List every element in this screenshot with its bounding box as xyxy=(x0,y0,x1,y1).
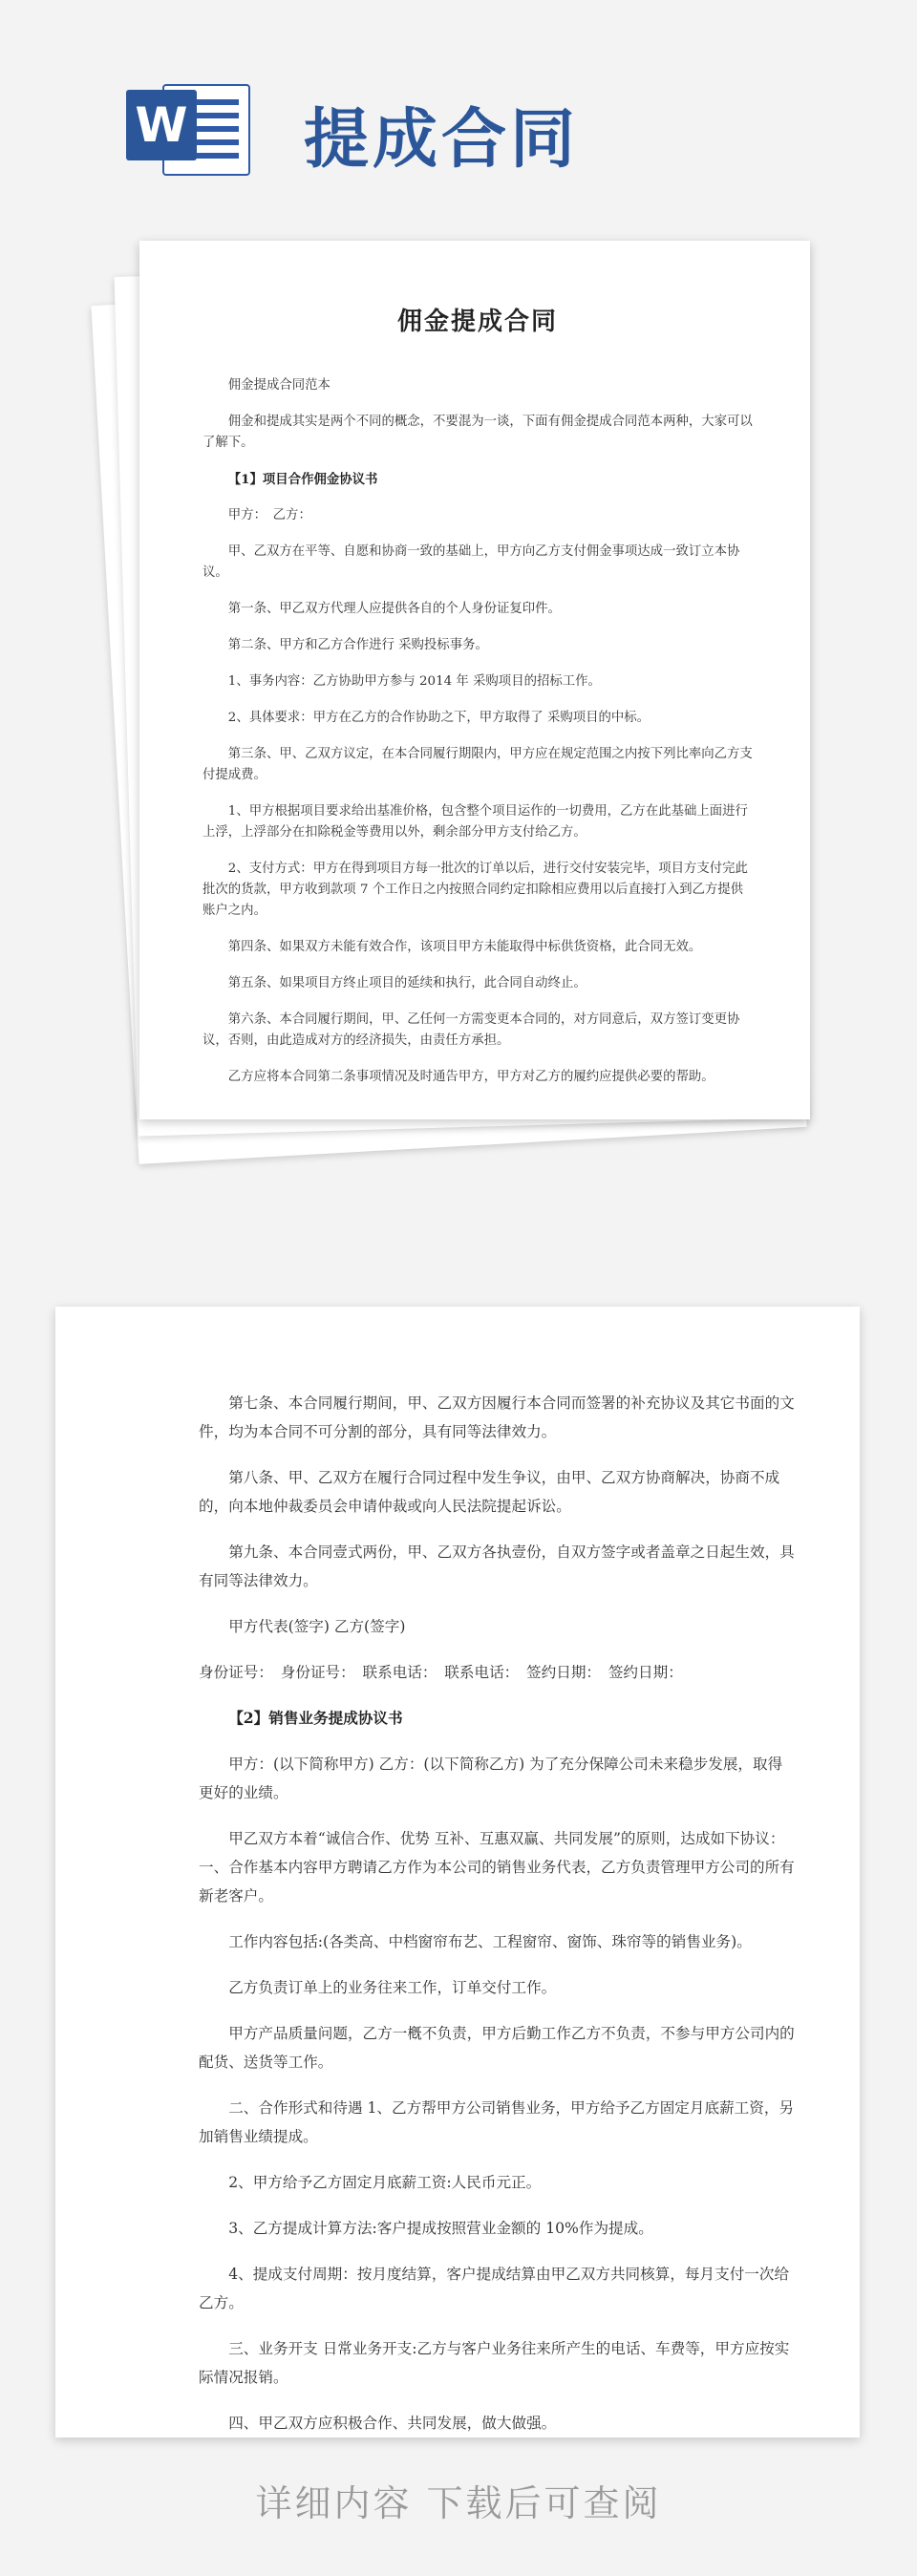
paragraph: 第一条、甲乙双方代理人应提供各自的个人身份证复印件。 xyxy=(227,602,561,616)
download-hint[interactable]: 详细内容 下载后可查阅 xyxy=(255,2482,662,2524)
section-heading: 【1】项目合作佣金协议书 xyxy=(227,472,378,487)
paragraph: 4、提成支付周期：按月度结算，客户提成结算由甲乙双方共同核算，每月支付一次给乙方。 xyxy=(199,2266,790,2311)
page-heading: 提成合同 xyxy=(304,102,580,178)
paragraph: 第五条、如果项目方终止项目的延续和执行，此合同自动终止。 xyxy=(227,976,586,990)
paragraph: 甲方：(以下简称甲方) 乙方：(以下简称乙方) 为了充分保障公司未来稳步发展，取得更好的业绩。 xyxy=(199,1756,783,1801)
paragraph: 2、支付方式：甲方在得到项目方每一批次的订单以后，进行交付安装完毕，项目方支付完此批次的货款，甲方收到款项 7 个工作日之内按照合同约定扣除相应费用以后直接打入到乙方提供账户之内。 xyxy=(203,862,748,918)
header xyxy=(0,0,917,201)
paragraph: 工作内容包括:(各类高、中档窗帘布艺、工程窗帘、窗饰、珠帘等的销售业务)。 xyxy=(228,1933,752,1950)
paragraph: 第九条、本合同壹式两份，甲、乙双方各执壹份，自双方签字或者盖章之日起生效，具有同等法律效力。 xyxy=(199,1543,795,1589)
word-document-icon xyxy=(126,78,250,174)
paragraph: 第六条、本合同履行期间，甲、乙任何一方需变更本合同的，对方同意后，双方签订变更协议，否则，由此造成对方的经济损失，由责任方承担。 xyxy=(203,1012,740,1048)
paragraph: 第七条、本合同履行期间，甲、乙双方因履行本合同而签署的补充协议及其它书面的文件，均为本合同不可分割的部分，具有同等法律效力。 xyxy=(199,1394,795,1440)
paragraph: 第二条、甲方和乙方合作进行 采购投标事务。 xyxy=(227,638,488,652)
paragraph: 第三条、甲、乙双方议定，在本合同履行期限内，甲方应在规定范围之内按下列比率向乙方支付提成费。 xyxy=(203,747,753,782)
paragraph: 1、事务内容：乙方协助甲方参与 2014 年 采购项目的招标工作。 xyxy=(227,674,601,689)
document-title: 佣金提成合同 xyxy=(396,308,558,336)
paragraph: 甲、乙双方在平等、自愿和协商一致的基础上，甲方向乙方支付佣金事项达成一致订立本协议。 xyxy=(203,544,740,580)
paragraph: 第四条、如果双方未能有效合作，该项目甲方未能取得中标供货资格，此合同无效。 xyxy=(227,940,702,954)
paragraph: 四、甲乙双方应积极合作、共同发展，做大做强。 xyxy=(228,2415,557,2432)
paragraph: 甲方： 乙方： xyxy=(227,508,311,522)
paragraph: 乙方负责订单上的业务往来工作，订单交付工作。 xyxy=(228,1979,557,1996)
paragraph: 3、乙方提成计算方法:客户提成按照营业金额的 10%作为提成。 xyxy=(228,2220,653,2237)
paragraph: 乙方应将本合同第二条事项情况及时通告甲方，甲方对乙方的履约应提供必要的帮助。 xyxy=(227,1070,714,1084)
paragraph: 佣金和提成其实是两个不同的概念，不要混为一谈，下面有佣金提成合同范本两种，大家可以了解下。 xyxy=(203,415,753,450)
paragraph: 甲乙双方本着“诚信合作、优势 互补、互惠双赢、共同发展”的原则，达成如下协议： 一、合作基本内容甲方聘请乙方作为本公司的销售业务代表，乙方负责管理甲方公司的所有新老客户。 xyxy=(199,1830,795,1905)
paragraph: 二、合作形式和待遇 1、乙方帮甲方公司销售业务，甲方给予乙方固定月底薪工资，另加销售业绩提成。 xyxy=(199,2099,795,2145)
document-page-2 xyxy=(55,1307,860,2438)
signature-line: 甲方代表(签字) 乙方(签字) xyxy=(228,1618,406,1635)
section-heading: 【2】销售业务提成协议书 xyxy=(228,1709,403,1727)
id-contact-line: 身份证号： 身份证号： 联系电话： 联系电话： 签约日期： 签约日期： xyxy=(199,1664,683,1681)
document-page-1 xyxy=(139,241,810,1119)
paragraph: 第八条、甲、乙双方在履行合同过程中发生争议，由甲、乙双方协商解决，协商不成的，向本地仲裁委员会申请仲裁或向人民法院提起诉讼。 xyxy=(199,1469,780,1515)
paragraph: 1、甲方根据项目要求给出基准价格，包含整个项目运作的一切费用，乙方在此基础上面进行上浮，上浮部分在扣除税金等费用以外，剩余部分甲方支付给乙方。 xyxy=(203,804,748,840)
word-icon-letter: W xyxy=(126,90,197,160)
paragraph: 2、具体要求：甲方在乙方的合作协助之下，甲方取得了 采购项目的中标。 xyxy=(227,711,650,725)
paragraph: 甲方产品质量问题，乙方一槪不负责，甲方后勤工作乙方不负责，不参与甲方公司内的配货、送货等工作。 xyxy=(199,2025,795,2071)
paragraph: 佣金提成合同范本 xyxy=(227,378,331,393)
paragraph: 2、甲方给予乙方固定月底薪工资:人民币元正。 xyxy=(228,2174,542,2191)
paragraph: 三、业务开支 日常业务开支:乙方与客户业务往来所产生的电话、车费等，甲方应按实际情况报销。 xyxy=(199,2340,790,2386)
